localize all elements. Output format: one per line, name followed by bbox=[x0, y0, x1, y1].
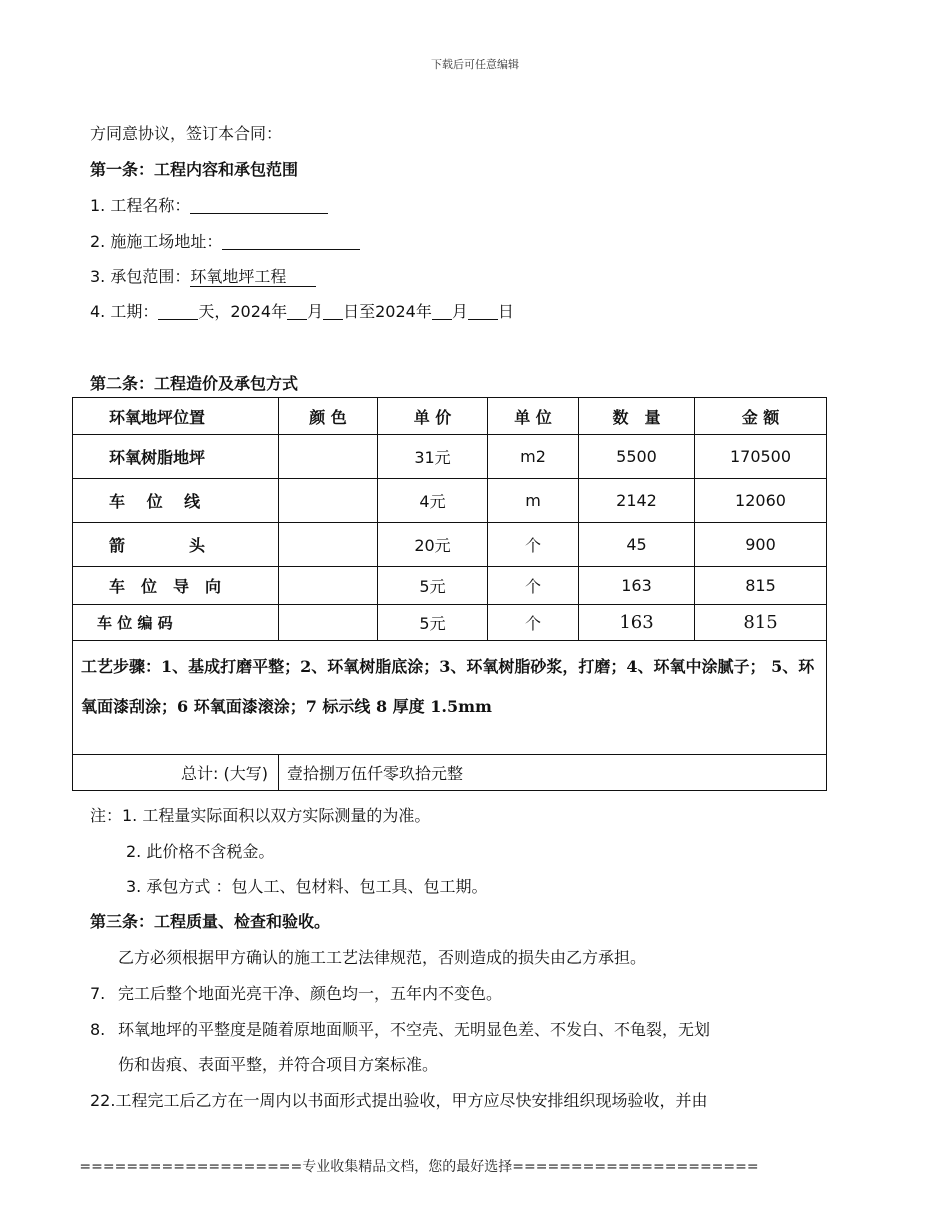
table-row bbox=[73, 479, 827, 523]
row-unit-price: 20元 bbox=[378, 523, 488, 567]
row-unit: m bbox=[488, 479, 579, 523]
row-color bbox=[279, 435, 378, 479]
row-color bbox=[279, 567, 378, 605]
row-unit: 个 bbox=[488, 605, 579, 641]
header-unit-price: 单 价 bbox=[378, 398, 488, 435]
duration-label: 4. 工期： bbox=[90, 302, 159, 321]
row-location: 箭 头 bbox=[73, 523, 279, 567]
price-table bbox=[72, 397, 827, 791]
end-month-blank bbox=[432, 303, 452, 320]
duration-field bbox=[90, 301, 514, 323]
page-footer: ===================专业收集精品文档，您的最好选择===================== bbox=[79, 1159, 759, 1175]
row-location: 车 位 导 向 bbox=[73, 567, 279, 605]
project-name-blank bbox=[190, 197, 328, 214]
duration-text-5: 日 bbox=[497, 302, 514, 321]
duration-text-1: 天，2024年 bbox=[198, 302, 288, 321]
article1-title: 第一条：工程内容和承包范围 bbox=[90, 160, 299, 179]
item-8-line-1: 环氧地坪的平整度是随着原地面顺平，不空壳、无明显色差、不发白、不龟裂，无划 bbox=[118, 1020, 711, 1039]
duration-text-4: 月 bbox=[451, 302, 468, 321]
row-unit-price: 31元 bbox=[378, 435, 488, 479]
scope-label: 3. 承包范围： bbox=[90, 267, 191, 286]
site-address-field bbox=[90, 231, 360, 253]
note-1: 注：1. 工程量实际面积以双方实际测量的为准。 bbox=[90, 806, 431, 825]
article3-title: 第三条：工程质量、检查和验收。 bbox=[90, 912, 331, 931]
row-quantity: 45 bbox=[579, 523, 695, 567]
scope-value: 环氧地坪工程 bbox=[190, 267, 316, 287]
row-quantity: 2142 bbox=[579, 479, 695, 523]
item-8-number: 8. bbox=[90, 1020, 106, 1039]
row-amount: 900 bbox=[695, 523, 827, 567]
duration-text-2: 月 bbox=[307, 302, 324, 321]
duration-text-3: 日至2024年 bbox=[343, 302, 432, 321]
row-color bbox=[279, 523, 378, 567]
article2-title: 第二条：工程造价及承包方式 bbox=[90, 374, 299, 393]
row-unit: 个 bbox=[488, 523, 579, 567]
site-address-blank bbox=[222, 233, 360, 250]
table-row bbox=[73, 523, 827, 567]
row-amount: 815 bbox=[695, 567, 827, 605]
item-22-text: 22.工程完工后乙方在一周内以书面形式提出验收，甲方应尽快安排组织现场验收，并由 bbox=[90, 1091, 708, 1110]
header-amount: 金 额 bbox=[695, 398, 827, 435]
process-steps: 工艺步骤：1、基成打磨平整；2、环氧树脂底涂；3、环氧树脂砂浆，打磨；4、环氧中涂腻子； 5、环氧面漆刮涂；6 环氧面漆滚涂；7 标示线 8 厚度 1.5mm bbox=[73, 641, 827, 755]
row-quantity: 5500 bbox=[579, 435, 695, 479]
row-amount: 12060 bbox=[695, 479, 827, 523]
note-2: 2. 此价格不含税金。 bbox=[126, 842, 275, 861]
intro-line: 方同意协议，签订本合同： bbox=[90, 124, 283, 143]
row-color bbox=[279, 479, 378, 523]
project-name-field bbox=[90, 195, 328, 217]
row-unit-price: 4元 bbox=[378, 479, 488, 523]
row-amount: 170500 bbox=[695, 435, 827, 479]
table-row bbox=[73, 605, 827, 641]
row-unit-price: 5元 bbox=[378, 567, 488, 605]
header-unit: 单 位 bbox=[488, 398, 579, 435]
row-unit: 个 bbox=[488, 567, 579, 605]
page-header-note: 下载后可任意编辑 bbox=[431, 58, 519, 71]
start-day-blank bbox=[323, 303, 343, 320]
item-7-text: 完工后整个地面光亮干净、颜色均一，五年内不变色。 bbox=[118, 984, 503, 1003]
header-color: 颜 色 bbox=[279, 398, 378, 435]
note-3: 3. 承包方式 ：包人工、包材料、包工具、包工期。 bbox=[126, 877, 488, 896]
start-month-blank bbox=[287, 303, 307, 320]
end-day-blank bbox=[468, 303, 498, 320]
table-row bbox=[73, 567, 827, 605]
article3-paragraph: 乙方必须根据甲方确认的施工工艺法律规范，否则造成的损失由乙方承担。 bbox=[118, 948, 647, 967]
row-quantity: 163 bbox=[579, 567, 695, 605]
item-7-number: 7. bbox=[90, 984, 106, 1003]
table-row bbox=[73, 435, 827, 479]
row-location: 车 位 编 码 bbox=[73, 605, 279, 641]
row-location: 环氧树脂地坪 bbox=[73, 435, 279, 479]
row-unit: m2 bbox=[488, 435, 579, 479]
row-unit-price: 5元 bbox=[378, 605, 488, 641]
total-row bbox=[73, 755, 827, 791]
price-table-header bbox=[73, 398, 827, 435]
scope-field bbox=[90, 266, 316, 288]
site-address-label: 2. 施施工场地址： bbox=[90, 232, 223, 251]
process-row bbox=[73, 641, 827, 755]
total-value: 壹拾捌万伍仟零玖拾元整 bbox=[279, 755, 827, 791]
header-quantity: 数 量 bbox=[579, 398, 695, 435]
row-amount: 815 bbox=[695, 605, 827, 641]
header-location: 环氧地坪位置 bbox=[73, 398, 279, 435]
item-8-line-2: 伤和齿痕、表面平整，并符合项目方案标准。 bbox=[118, 1055, 439, 1074]
project-name-label: 1. 工程名称： bbox=[90, 196, 191, 215]
row-quantity: 163 bbox=[579, 605, 695, 641]
row-location: 车 位 线 bbox=[73, 479, 279, 523]
days-blank bbox=[158, 303, 198, 320]
row-color bbox=[279, 605, 378, 641]
total-label: 总计: (大写) bbox=[73, 755, 279, 791]
